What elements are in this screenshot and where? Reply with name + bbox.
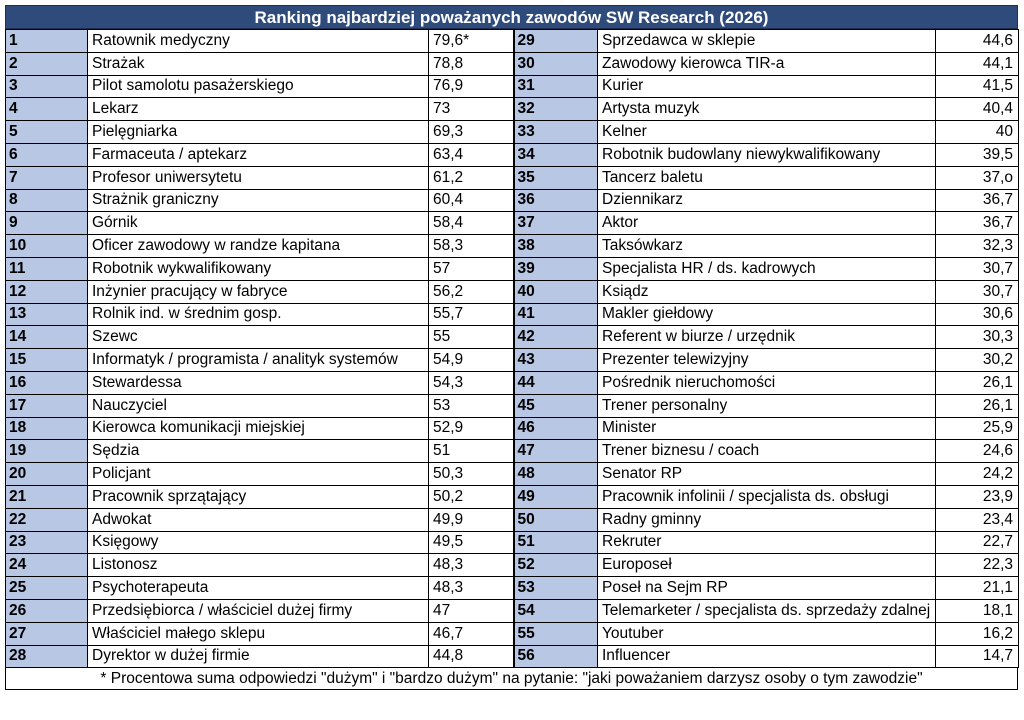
score-cell: 49,5 bbox=[429, 531, 514, 554]
score-cell: 46,7 bbox=[429, 622, 514, 645]
score-cell: 53 bbox=[429, 394, 514, 417]
rank-cell: 23 bbox=[6, 531, 88, 554]
score-cell: 57 bbox=[429, 257, 514, 280]
job-cell: Farmaceuta / aptekarz bbox=[88, 143, 429, 166]
rank-cell: 50 bbox=[514, 508, 598, 531]
job-cell: Kelner bbox=[598, 121, 936, 144]
job-cell: Aktor bbox=[598, 212, 936, 235]
table-row bbox=[6, 143, 1019, 166]
rank-cell: 29 bbox=[514, 30, 598, 53]
job-cell: Dyrektor w dużej firmie bbox=[88, 645, 429, 668]
job-cell: Stewardessa bbox=[88, 371, 429, 394]
table-row bbox=[6, 30, 1019, 53]
score-cell: 44,1 bbox=[936, 52, 1019, 75]
score-cell: 24,2 bbox=[936, 463, 1019, 486]
job-cell: Specjalista HR / ds. kadrowych bbox=[598, 257, 936, 280]
job-cell: Minister bbox=[598, 417, 936, 440]
rank-cell: 26 bbox=[6, 599, 88, 622]
rank-cell: 14 bbox=[6, 326, 88, 349]
rank-cell: 11 bbox=[6, 257, 88, 280]
rank-cell: 1 bbox=[6, 30, 88, 53]
score-cell: 51 bbox=[429, 440, 514, 463]
rank-cell: 52 bbox=[514, 554, 598, 577]
job-cell: Pilot samolotu pasażerskiego bbox=[88, 75, 429, 98]
score-cell: 69,3 bbox=[429, 121, 514, 144]
rank-cell: 16 bbox=[6, 371, 88, 394]
score-cell: 39,5 bbox=[936, 143, 1019, 166]
table-title: Ranking najbardziej poważanych zawodów SW Research (2026) bbox=[5, 5, 1018, 29]
job-cell: Pracownik sprzątający bbox=[88, 485, 429, 508]
score-cell: 14,7 bbox=[936, 645, 1019, 668]
score-cell: 30,7 bbox=[936, 280, 1019, 303]
job-cell: Zawodowy kierowca TIR-a bbox=[598, 52, 936, 75]
table-row bbox=[6, 212, 1019, 235]
score-cell: 78,8 bbox=[429, 52, 514, 75]
job-cell: Informatyk / programista / analityk systemów bbox=[88, 349, 429, 372]
job-cell: Kurier bbox=[598, 75, 936, 98]
score-cell: 52,9 bbox=[429, 417, 514, 440]
job-cell: Influencer bbox=[598, 645, 936, 668]
table-row bbox=[6, 645, 1019, 668]
rank-cell: 56 bbox=[514, 645, 598, 668]
table-row bbox=[6, 531, 1019, 554]
rank-cell: 34 bbox=[514, 143, 598, 166]
score-cell: 48,3 bbox=[429, 577, 514, 600]
job-cell: Senator RP bbox=[598, 463, 936, 486]
score-cell: 24,6 bbox=[936, 440, 1019, 463]
table-row bbox=[6, 577, 1019, 600]
rank-cell: 39 bbox=[514, 257, 598, 280]
job-cell: Radny gminny bbox=[598, 508, 936, 531]
score-cell: 61,2 bbox=[429, 166, 514, 189]
rank-cell: 17 bbox=[6, 394, 88, 417]
ranking-body bbox=[6, 30, 1019, 668]
job-cell: Telemarketer / specjalista ds. sprzedaży zdalnej bbox=[598, 599, 936, 622]
score-cell: 30,2 bbox=[936, 349, 1019, 372]
table-row bbox=[6, 463, 1019, 486]
table-row bbox=[6, 485, 1019, 508]
job-cell: Artysta muzyk bbox=[598, 98, 936, 121]
job-cell: Szewc bbox=[88, 326, 429, 349]
rank-cell: 4 bbox=[6, 98, 88, 121]
rank-cell: 12 bbox=[6, 280, 88, 303]
rank-cell: 9 bbox=[6, 212, 88, 235]
score-cell: 30,3 bbox=[936, 326, 1019, 349]
score-cell: 41,5 bbox=[936, 75, 1019, 98]
job-cell: Trener biznesu / coach bbox=[598, 440, 936, 463]
rank-cell: 6 bbox=[6, 143, 88, 166]
job-cell: Właściciel małego sklepu bbox=[88, 622, 429, 645]
rank-cell: 30 bbox=[514, 52, 598, 75]
rank-cell: 10 bbox=[6, 235, 88, 258]
table-row bbox=[6, 166, 1019, 189]
score-cell: 30,7 bbox=[936, 257, 1019, 280]
rank-cell: 53 bbox=[514, 577, 598, 600]
rank-cell: 2 bbox=[6, 52, 88, 75]
score-cell: 50,2 bbox=[429, 485, 514, 508]
rank-cell: 27 bbox=[6, 622, 88, 645]
table-row bbox=[6, 75, 1019, 98]
job-cell: Robotnik budowlany niewykwalifikowany bbox=[598, 143, 936, 166]
job-cell: Rekruter bbox=[598, 531, 936, 554]
job-cell: Sędzia bbox=[88, 440, 429, 463]
table-row bbox=[6, 52, 1019, 75]
score-cell: 26,1 bbox=[936, 394, 1019, 417]
score-cell: 25,9 bbox=[936, 417, 1019, 440]
rank-cell: 3 bbox=[6, 75, 88, 98]
rank-cell: 47 bbox=[514, 440, 598, 463]
rank-cell: 44 bbox=[514, 371, 598, 394]
rank-cell: 40 bbox=[514, 280, 598, 303]
job-cell: Trener personalny bbox=[598, 394, 936, 417]
score-cell: 79,6* bbox=[429, 30, 514, 53]
rank-cell: 35 bbox=[514, 166, 598, 189]
job-cell: Adwokat bbox=[88, 508, 429, 531]
job-cell: Górnik bbox=[88, 212, 429, 235]
job-cell: Taksówkarz bbox=[598, 235, 936, 258]
job-cell: Przedsiębiorca / właściciel dużej firmy bbox=[88, 599, 429, 622]
score-cell: 63,4 bbox=[429, 143, 514, 166]
score-cell: 36,7 bbox=[936, 212, 1019, 235]
score-cell: 36,7 bbox=[936, 189, 1019, 212]
rank-cell: 36 bbox=[514, 189, 598, 212]
score-cell: 21,1 bbox=[936, 577, 1019, 600]
job-cell: Robotnik wykwalifikowany bbox=[88, 257, 429, 280]
score-cell: 37,o bbox=[936, 166, 1019, 189]
score-cell: 56,2 bbox=[429, 280, 514, 303]
rank-cell: 5 bbox=[6, 121, 88, 144]
job-cell: Pielęgniarka bbox=[88, 121, 429, 144]
job-cell: Strażnik graniczny bbox=[88, 189, 429, 212]
table-row bbox=[6, 303, 1019, 326]
rank-cell: 49 bbox=[514, 485, 598, 508]
score-cell: 50,3 bbox=[429, 463, 514, 486]
job-cell: Strażak bbox=[88, 52, 429, 75]
score-cell: 47 bbox=[429, 599, 514, 622]
job-cell: Listonosz bbox=[88, 554, 429, 577]
job-cell: Pośrednik nieruchomości bbox=[598, 371, 936, 394]
job-cell: Pracownik infolinii / specjalista ds. obsługi bbox=[598, 485, 936, 508]
table-row bbox=[6, 98, 1019, 121]
rank-cell: 7 bbox=[6, 166, 88, 189]
job-cell: Tancerz baletu bbox=[598, 166, 936, 189]
rank-cell: 48 bbox=[514, 463, 598, 486]
ranking-sheet bbox=[5, 5, 1018, 690]
rank-cell: 21 bbox=[6, 485, 88, 508]
score-cell: 16,2 bbox=[936, 622, 1019, 645]
rank-cell: 13 bbox=[6, 303, 88, 326]
job-cell: Profesor uniwersytetu bbox=[88, 166, 429, 189]
job-cell: Ratownik medyczny bbox=[88, 30, 429, 53]
job-cell: Lekarz bbox=[88, 98, 429, 121]
table-row bbox=[6, 349, 1019, 372]
table-row bbox=[6, 440, 1019, 463]
job-cell: Księgowy bbox=[88, 531, 429, 554]
score-cell: 60,4 bbox=[429, 189, 514, 212]
job-cell: Inżynier pracujący w fabryce bbox=[88, 280, 429, 303]
rank-cell: 54 bbox=[514, 599, 598, 622]
rank-cell: 24 bbox=[6, 554, 88, 577]
rank-cell: 55 bbox=[514, 622, 598, 645]
rank-cell: 31 bbox=[514, 75, 598, 98]
score-cell: 54,9 bbox=[429, 349, 514, 372]
job-cell: Nauczyciel bbox=[88, 394, 429, 417]
score-cell: 55,7 bbox=[429, 303, 514, 326]
score-cell: 58,3 bbox=[429, 235, 514, 258]
table-row bbox=[6, 235, 1019, 258]
score-cell: 49,9 bbox=[429, 508, 514, 531]
job-cell: Rolnik ind. w średnim gosp. bbox=[88, 303, 429, 326]
rank-cell: 20 bbox=[6, 463, 88, 486]
footnote: * Procentowa suma odpowiedzi "dużym" i "bardzo dużym" na pytanie: "jaki poważaniem darzysz osoby o tym zawodzie" bbox=[5, 668, 1018, 690]
rank-cell: 28 bbox=[6, 645, 88, 668]
rank-cell: 41 bbox=[514, 303, 598, 326]
rank-cell: 37 bbox=[514, 212, 598, 235]
table-row bbox=[6, 622, 1019, 645]
table-row bbox=[6, 326, 1019, 349]
job-cell: Dziennikarz bbox=[598, 189, 936, 212]
rank-cell: 32 bbox=[514, 98, 598, 121]
score-cell: 22,3 bbox=[936, 554, 1019, 577]
rank-cell: 18 bbox=[6, 417, 88, 440]
score-cell: 58,4 bbox=[429, 212, 514, 235]
rank-cell: 19 bbox=[6, 440, 88, 463]
job-cell: Poseł na Sejm RP bbox=[598, 577, 936, 600]
rank-cell: 46 bbox=[514, 417, 598, 440]
table-row bbox=[6, 508, 1019, 531]
rank-cell: 38 bbox=[514, 235, 598, 258]
table-row bbox=[6, 394, 1019, 417]
job-cell: Oficer zawodowy w randze kapitana bbox=[88, 235, 429, 258]
score-cell: 76,9 bbox=[429, 75, 514, 98]
rank-cell: 25 bbox=[6, 577, 88, 600]
score-cell: 73 bbox=[429, 98, 514, 121]
score-cell: 23,9 bbox=[936, 485, 1019, 508]
table-row bbox=[6, 257, 1019, 280]
table-row bbox=[6, 599, 1019, 622]
score-cell: 40,4 bbox=[936, 98, 1019, 121]
job-cell: Ksiądz bbox=[598, 280, 936, 303]
rank-cell: 15 bbox=[6, 349, 88, 372]
rank-cell: 22 bbox=[6, 508, 88, 531]
score-cell: 55 bbox=[429, 326, 514, 349]
score-cell: 26,1 bbox=[936, 371, 1019, 394]
job-cell: Europoseł bbox=[598, 554, 936, 577]
job-cell: Youtuber bbox=[598, 622, 936, 645]
score-cell: 30,6 bbox=[936, 303, 1019, 326]
rank-cell: 43 bbox=[514, 349, 598, 372]
score-cell: 32,3 bbox=[936, 235, 1019, 258]
score-cell: 40 bbox=[936, 121, 1019, 144]
rank-cell: 45 bbox=[514, 394, 598, 417]
table-row bbox=[6, 554, 1019, 577]
job-cell: Kierowca komunikacji miejskiej bbox=[88, 417, 429, 440]
job-cell: Referent w biurze / urzędnik bbox=[598, 326, 936, 349]
table-row bbox=[6, 121, 1019, 144]
score-cell: 22,7 bbox=[936, 531, 1019, 554]
table-row bbox=[6, 280, 1019, 303]
ranking-table bbox=[5, 29, 1019, 668]
rank-cell: 51 bbox=[514, 531, 598, 554]
job-cell: Sprzedawca w sklepie bbox=[598, 30, 936, 53]
table-row bbox=[6, 417, 1019, 440]
score-cell: 44,6 bbox=[936, 30, 1019, 53]
table-row bbox=[6, 189, 1019, 212]
table-row bbox=[6, 371, 1019, 394]
rank-cell: 33 bbox=[514, 121, 598, 144]
rank-cell: 8 bbox=[6, 189, 88, 212]
score-cell: 48,3 bbox=[429, 554, 514, 577]
job-cell: Makler giełdowy bbox=[598, 303, 936, 326]
score-cell: 23,4 bbox=[936, 508, 1019, 531]
rank-cell: 42 bbox=[514, 326, 598, 349]
job-cell: Psychoterapeuta bbox=[88, 577, 429, 600]
score-cell: 18,1 bbox=[936, 599, 1019, 622]
score-cell: 44,8 bbox=[429, 645, 514, 668]
job-cell: Prezenter telewizyjny bbox=[598, 349, 936, 372]
score-cell: 54,3 bbox=[429, 371, 514, 394]
job-cell: Policjant bbox=[88, 463, 429, 486]
